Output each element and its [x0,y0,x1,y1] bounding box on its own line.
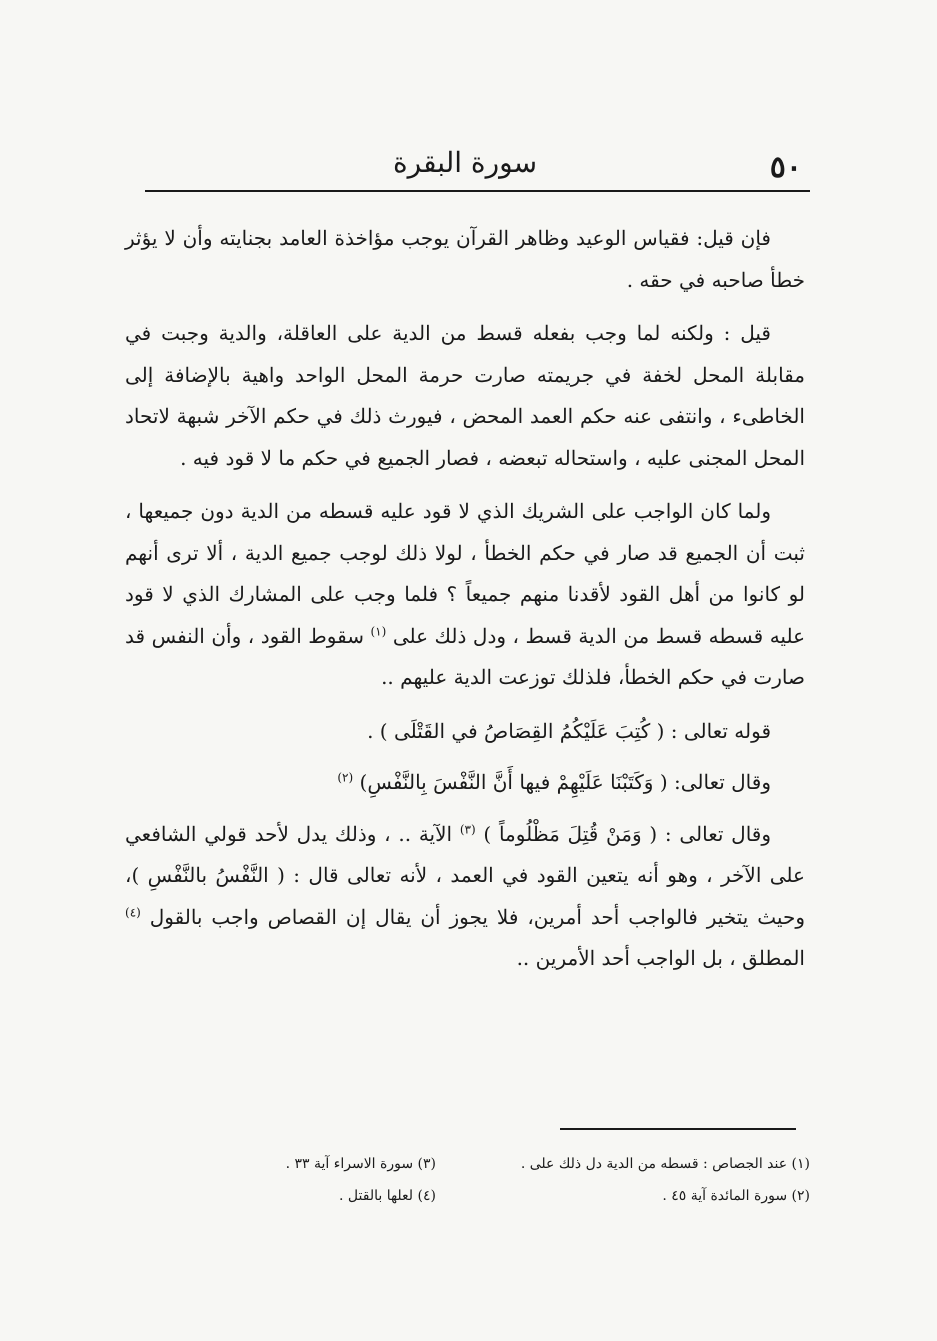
paragraph-1: فإن قيل: فقياس الوعيد وظاهر القرآن يوجب مؤاخذة العامد بجنايته وأن لا يؤثر خطأ صاحبه في حقه . [125,226,805,292]
paragraph-4-part-3: المطلق ، بل الواجب أحد الأمرين .. [516,946,805,970]
verse-line-1: قوله تعالى : ( كُتِبَ عَلَيْكُمُ القِصَاصُ في القَتْلَى ) . [367,718,771,743]
main-text [125,218,805,992]
paragraph-3-continuation: سقوط القود ، وأن النفس قد صارت في حكم الخطأ، فلذلك توزعت الدية عليهم .. [125,623,805,689]
header-rule [145,190,810,192]
paragraph-2: قيل : ولكنه لما وجب بفعله قسط من الدية على العاقلة، والدية وجبت في مقابلة المحل لخفة في جريمته صارت حرمة المحل الواحد واهية بالإضافة إلى الخاطىء ، وانتفى عنه حكم العمد المحض ، فيورث ذلك في حكم الآخر شبهة لاتحاد المحل المجنى عليه ، واستحاله تبعضه ، فصار الجميع في حكم ما لا قود فيه . [125,321,805,470]
paragraph-3 [125,491,805,699]
footnote-marker-4: (٤) [125,904,141,919]
paragraph-3-text: ولما كان الواجب على الشريك الذي لا قود عليه قسطه من الدية دون جميعها ، ثبت أن الجميع قد صار في حكم الخطأ ، لولا ذلك لوجب جميع الدية ، ألا ترى أنهم لو كانوا من أهل القود لأقدنا منهم جميعاً ؟ فلما وجب على المشارك الذي لا قود عليه قسطه قسط من الدية قسط ، ودل ذلك على [125,499,806,648]
footnote-row-1 [130,1148,810,1180]
footnote-marker-3: (٣) [459,821,476,836]
page-header [120,140,810,192]
paragraph-4-part-1: وقال تعالى : ( وَمَنْ قُتِلَ مَظْلُوماً ) [483,821,772,846]
footnote-2: (٢) سورة المائدة آية ٤٥ . [662,1188,810,1204]
running-title: سورة البقرة [392,146,538,179]
footnote-1: (١) عند الجصاص : قسطه من الدية دل ذلك على . [520,1156,810,1172]
verse-line-2 [125,762,805,804]
paragraph-4-part-2: الآية .. ، وذلك يدل لأحد قولي الشافعي على الآخر ، وهو أنه يتعين القود في العمد ، لأنه تعالى قال : ( النَّفْسُ بالنَّفْسِ )، وحيث يتخير فالواجب أحد أمرين، فلا يجوز أن يقال إن القصاص واجب بالقول [125,821,805,929]
footnote-marker-2: (٢) [337,770,354,785]
verse-line-2-text: وقال تعالى: ( وَكَتَبْنَا عَلَيْهِمْ فيها أَنَّ النَّفْسَ بِالنَّفْسِ) [359,770,771,794]
page-number: ٥٠ [769,150,802,185]
footnote-3: (٣) سورة الاسراء آية ٣٣ . [285,1156,436,1172]
paragraph-4 [125,814,805,980]
footnote-rule [560,1128,796,1130]
footnote-row-2 [130,1180,810,1212]
footnote-marker-1: (١) [370,623,387,638]
footnote-4: (٤) لعلها بالقتل . [339,1188,436,1204]
footnotes [130,1148,810,1212]
